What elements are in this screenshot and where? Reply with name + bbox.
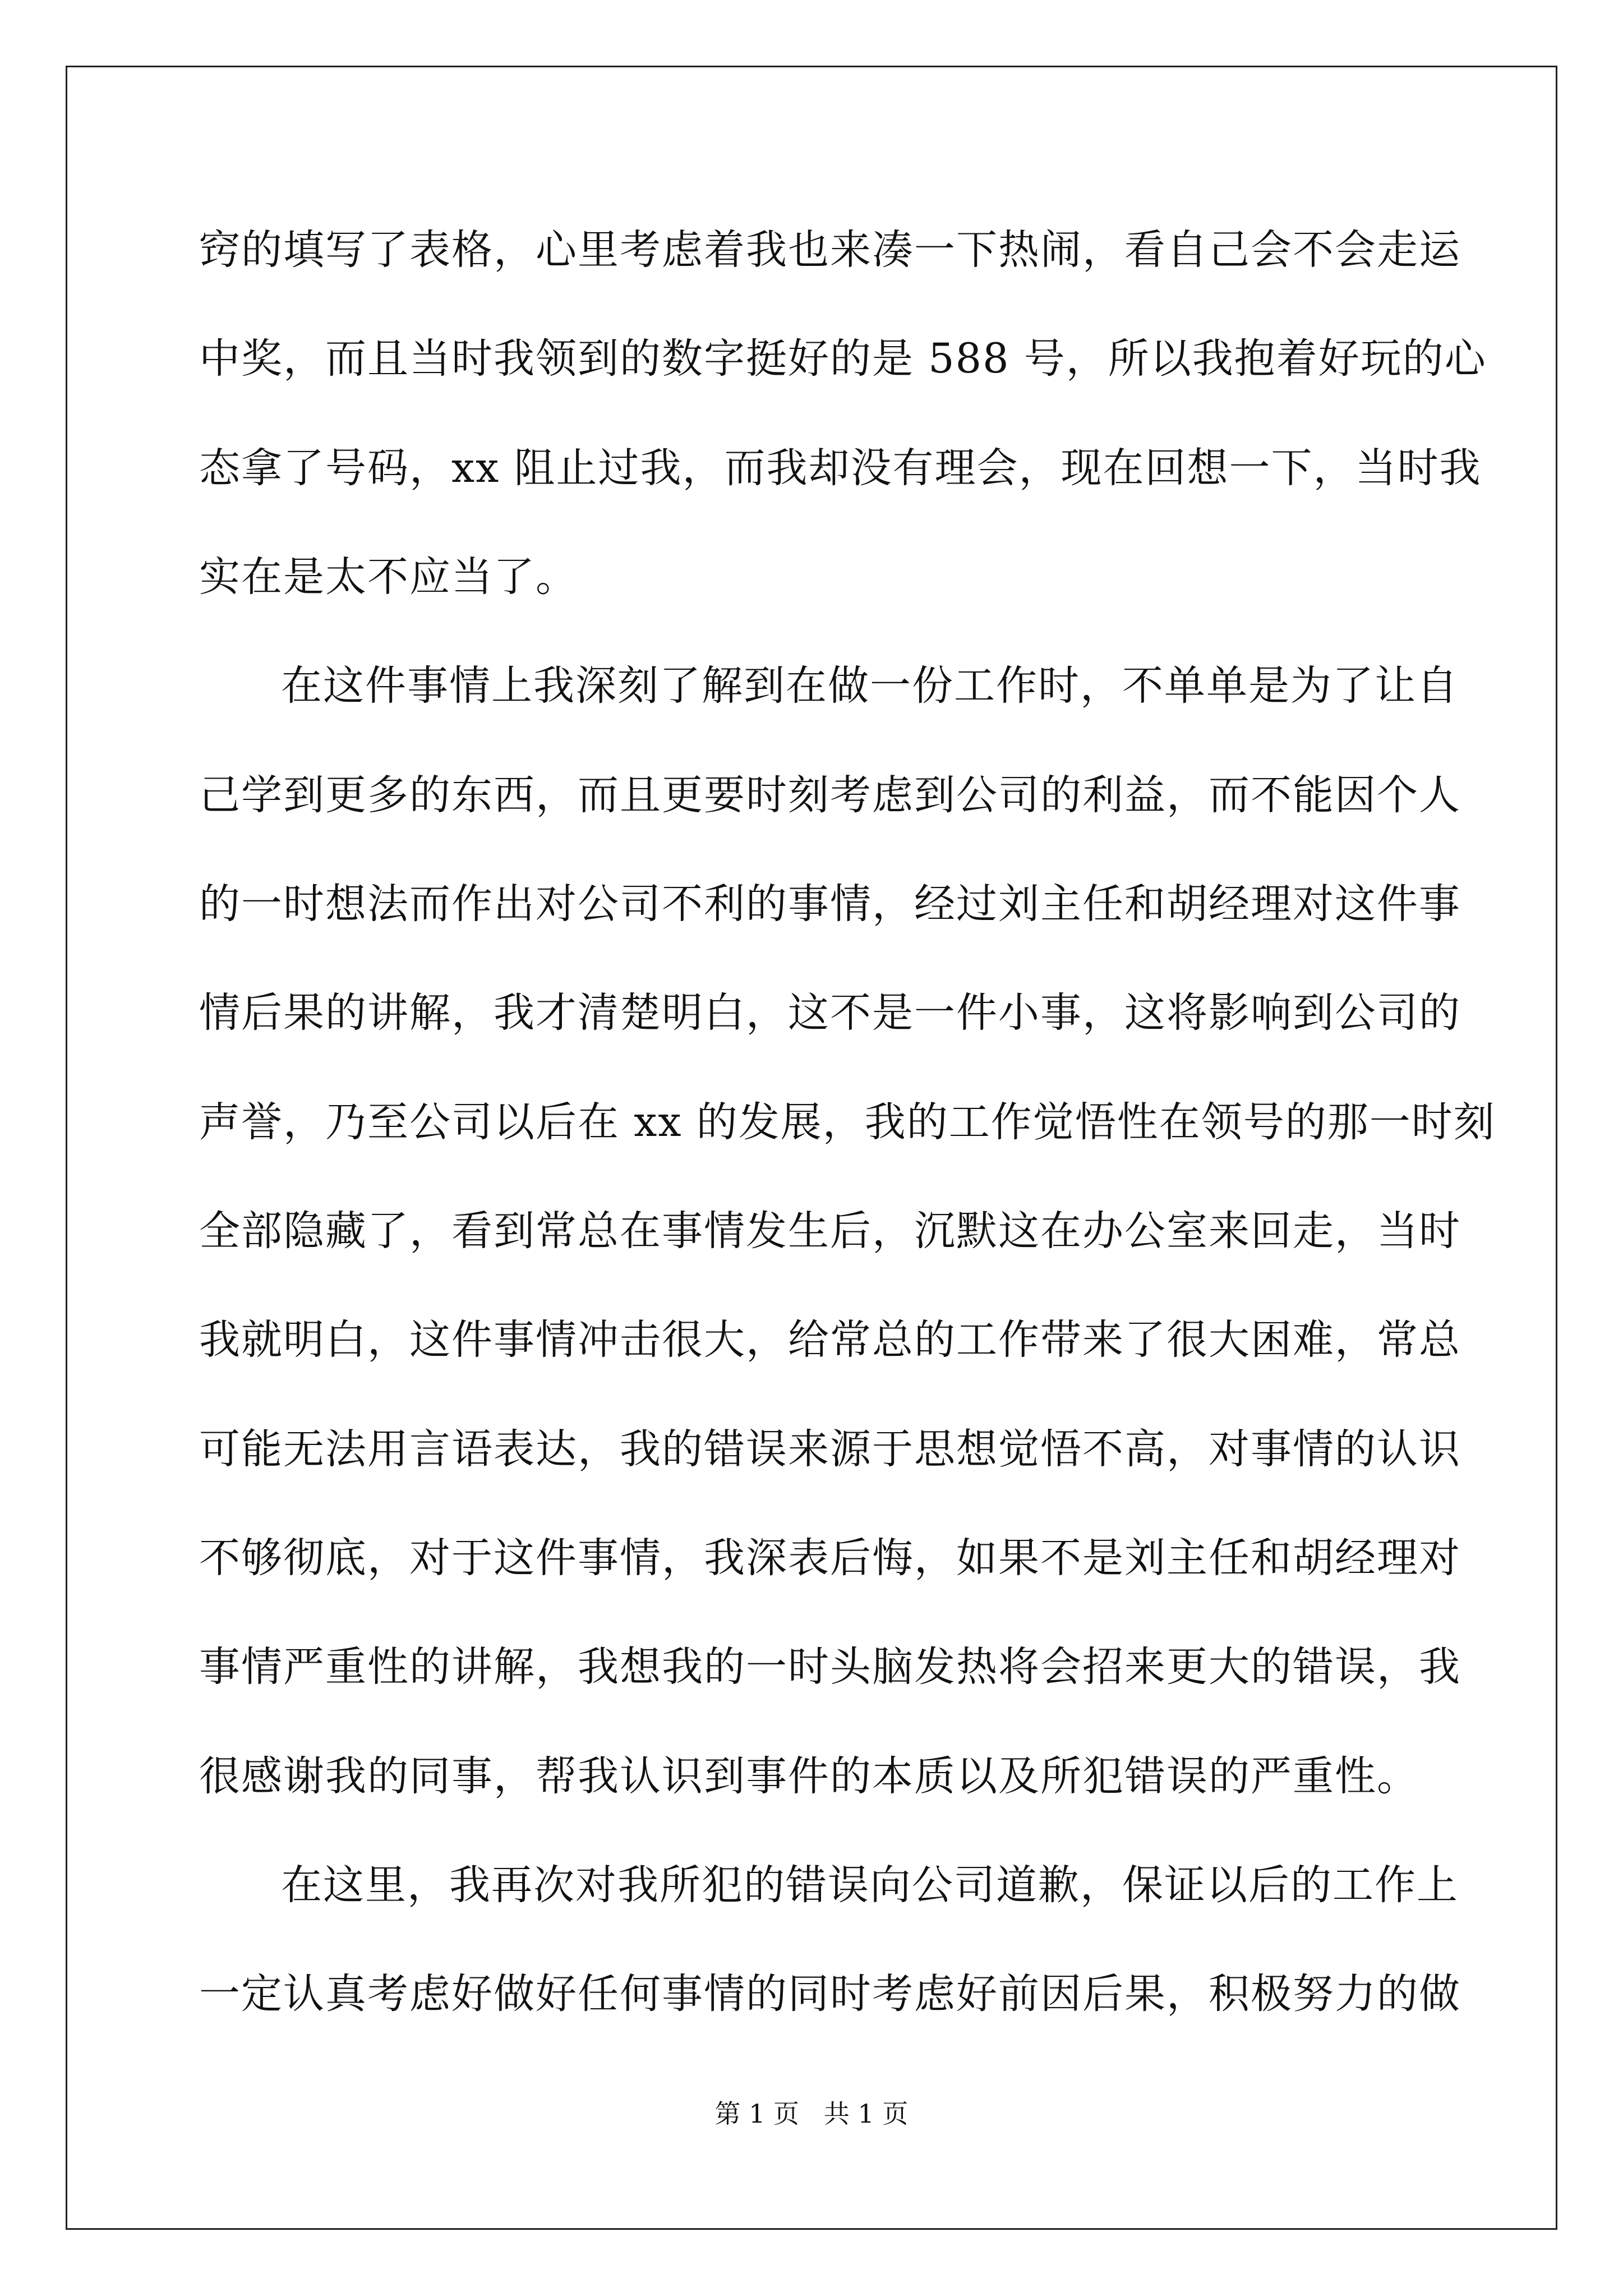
text-line: 声誉，乃至公司以后在 xx 的发展，我的工作觉悟性在领号的那一时刻 xyxy=(199,1098,1496,1146)
text-line: 在这里，我再次对我所犯的错误向公司道歉，保证以后的工作上 xyxy=(281,1861,1459,1909)
text-line: 一定认真考虑好做好任何事情的同时考虑好前因后果，积极努力的做 xyxy=(199,1970,1461,2018)
text-line: 窍的填写了表格，心里考虑着我也来凑一下热闹，看自己会不会走运 xyxy=(199,226,1461,274)
text-line: 在这件事情上我深刻了解到在做一份工作时，不单单是为了让自 xyxy=(281,662,1459,710)
text-line: 不够彻底，对于这件事情，我深表后悔，如果不是刘主任和胡经理对 xyxy=(199,1534,1461,1582)
page-number-footer: 第 1 页 共 1 页 xyxy=(714,2099,909,2129)
text-line: 的一时想法而作出对公司不利的事情，经过刘主任和胡经理对这件事 xyxy=(199,880,1461,928)
text-line: 己学到更多的东西，而且更要时刻考虑到公司的利益，而不能因个人 xyxy=(199,771,1461,819)
text-line: 很感谢我的同事，帮我认识到事件的本质以及所犯错误的严重性。 xyxy=(199,1752,1419,1800)
text-line: 态拿了号码，xx 阻止过我，而我却没有理会，现在回想一下，当时我 xyxy=(199,444,1482,492)
text-line: 中奖，而且当时我领到的数字挺好的是 588 号，所以我抱着好玩的心 xyxy=(199,335,1487,383)
text-line: 可能无法用言语表达，我的错误来源于思想觉悟不高，对事情的认识 xyxy=(199,1425,1461,1473)
text-line: 实在是太不应当了。 xyxy=(199,553,578,601)
text-line: 情后果的讲解，我才清楚明白，这不是一件小事，这将影响到公司的 xyxy=(199,989,1461,1037)
text-line: 我就明白，这件事情冲击很大，给常总的工作带来了很大困难，常总 xyxy=(199,1316,1461,1364)
text-line: 全部隐藏了，看到常总在事情发生后，沉默这在办公室来回走，当时 xyxy=(199,1207,1461,1255)
text-line: 事情严重性的讲解，我想我的一时头脑发热将会招来更大的错误，我 xyxy=(199,1643,1461,1691)
